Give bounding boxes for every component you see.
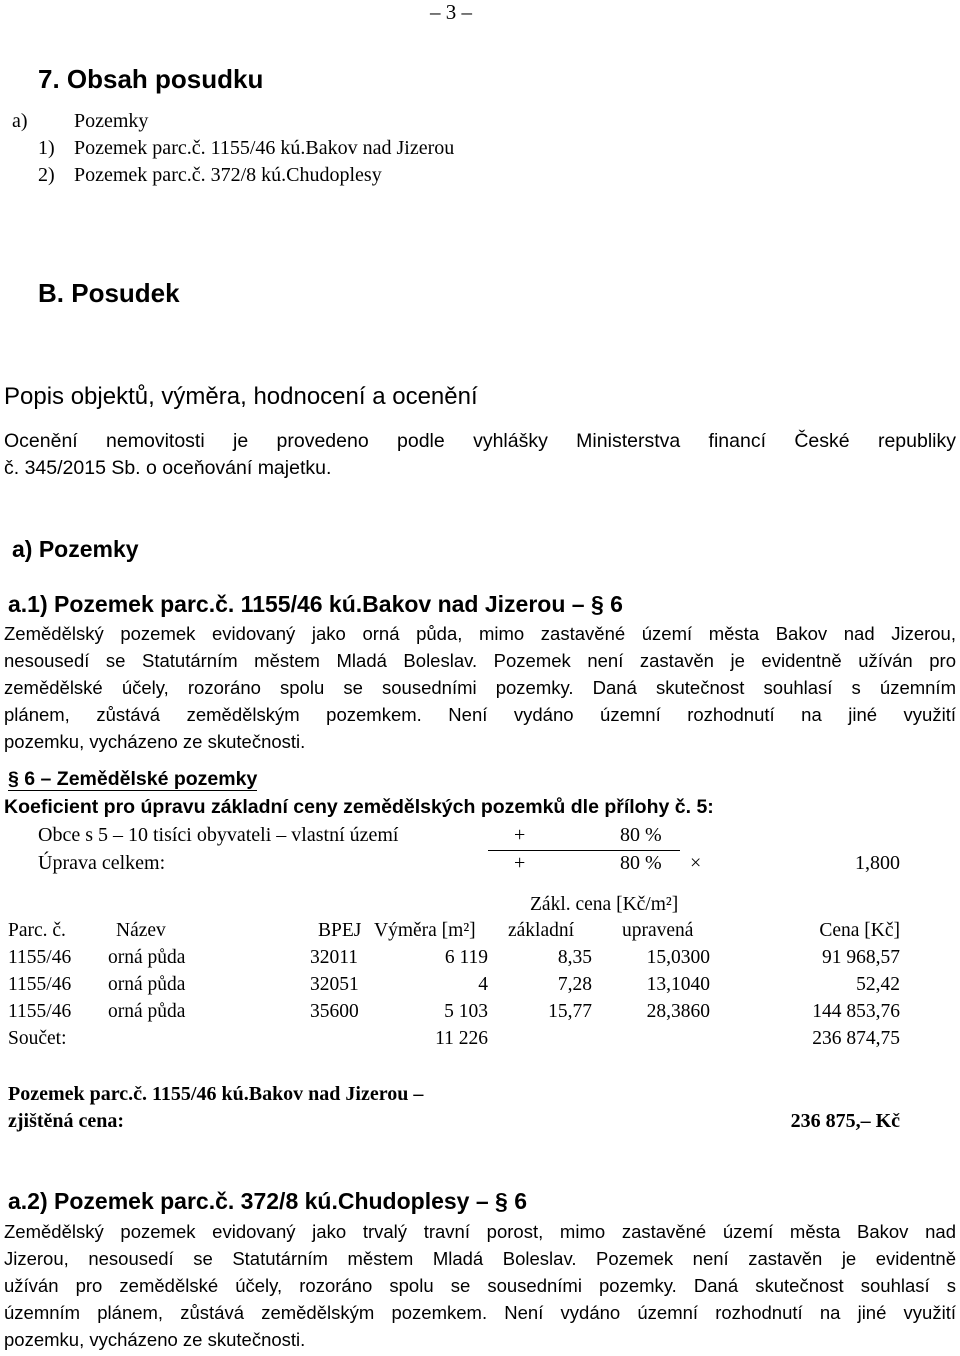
a-heading: a) Pozemky [12,536,139,562]
cell-cena: 52,42 [856,974,900,995]
cell-nazev: orná půda [108,1001,186,1022]
a1-heading: a.1) Pozemek parc.č. 1155/46 kú.Bakov nad Jizerou – § 6 [8,591,623,617]
cell-zakladni: 8,35 [557,947,592,968]
cell-zakladni: 15,77 [548,1001,592,1022]
contents-item2-text: Pozemek parc.č. 372/8 kú.Chudoplesy [74,164,382,186]
a2-line: pozemku, vycházeno ze skutečnosti. [4,1329,306,1350]
popis-title: Popis objektů, výměra, hodnocení a ocenění [4,383,478,410]
cell-cena: 91 968,57 [822,947,900,968]
col-header-upravena: upravená [622,920,694,941]
intro-line: č. 345/2015 Sb. o oceňování majetku. [4,457,332,479]
table-super-header: Zákl. cena [Kč/m²] [530,894,679,915]
col-header-cena: Cena [Kč] [819,920,900,941]
a1-line: nesousedí se Statutárním městem Mladá Boleslav. Pozemek není zastavěn je evidentně užíván pro [4,650,956,671]
intro-paragraph [4,428,956,482]
uprava-result: 1,800 [855,852,900,874]
contents-a-text: Pozemky [74,110,149,132]
cell-cena: 144 853,76 [812,1001,900,1022]
a1-line: pozemku, vycházeno ze skutečnosti. [4,731,306,752]
intro-line: Ocenění nemovitosti je provedeno podle vyhlášky Ministerstva financí České republiky [4,430,956,452]
table-total-area: 11 226 [435,1028,488,1049]
a2-line: územním plánem, zůstává zemědělským pozemkem. Není vydáno územní rozhodnutí na jiné využití [4,1302,956,1323]
koef-row-sign: + [514,824,526,846]
multiply-sign: × [690,852,702,874]
col-header-vymera: Výměra [m²] [374,920,476,941]
contents-a-label: a) [12,110,28,132]
summary-line2: zjištěná cena: [8,1110,125,1132]
cell-parc: 1155/46 [8,974,72,995]
a2-heading: a.2) Pozemek parc.č. 372/8 kú.Chudoplesy – § 6 [8,1188,528,1214]
koef-heading: Koeficient pro úpravu základní ceny zemědělských pozemků dle přílohy č. 5: [4,796,714,818]
cell-bpej: 32051 [310,974,359,995]
uprava-sign: + [514,852,526,874]
a1-line: Zemědělský pozemek evidovaný jako orná půda, mimo zastavěné území města Bakov nad Jizerou, [4,623,956,644]
b-section-title: B. Posudek [38,278,180,308]
cell-vymera: 4 [478,974,488,995]
uprava-value: 80 % [620,852,662,874]
contents-item1-text: Pozemek parc.č. 1155/46 kú.Bakov nad Jizerou [74,137,455,159]
cell-parc: 1155/46 [8,947,72,968]
col-header-parc: Parc. č. [8,920,66,941]
cell-upravena: 13,1040 [646,974,710,995]
col-header-bpej: BPEJ [318,920,362,941]
cell-parc: 1155/46 [8,1001,72,1022]
uprava-label: Úprava celkem: [38,852,166,874]
koef-row-label: Obce s 5 – 10 tisíci obyvateli – vlastní území [38,824,399,846]
page-number: – 3 – [430,0,472,24]
par6-heading-text: § 6 – Zemědělské pozemky [8,768,258,790]
sum-divider [488,850,680,851]
a1-paragraph [4,620,956,755]
cell-upravena: 28,3860 [646,1001,710,1022]
summary-price: 236 875,– Kč [790,1110,900,1132]
table-total-label: Součet: [8,1028,67,1049]
a1-line: plánem, zůstává zemědělským pozemkem. Není vydáno územní rozhodnutí na jiné využití [4,704,956,725]
a2-line: Jizerou, nesousedí se Statutárním městem Mladá Boleslav. Pozemek není zastavěn je evidentně [4,1248,956,1269]
cell-zakladni: 7,28 [557,974,592,995]
cell-upravena: 15,0300 [646,947,710,968]
par6-heading [8,768,257,791]
contents-item1-label: 1) [38,137,55,159]
cell-vymera: 6 119 [444,947,488,968]
cell-nazev: orná půda [108,947,186,968]
summary-line1: Pozemek parc.č. 1155/46 kú.Bakov nad Jizerou – [8,1083,424,1105]
a2-line: Zemědělský pozemek evidovaný jako trvalý travní porost, mimo zastavěné území města Bakov nad [4,1221,956,1242]
a2-line: užíván pro zemědělské účely, rozoráno spolu se sousedními pozemky. Daná skutečnost souhlasí s [4,1275,956,1296]
cell-bpej: 35600 [310,1001,359,1022]
a1-line: zemědělské účely, rozoráno spolu se sousedními pozemky. Daná skutečnost souhlasí s územním [4,677,956,698]
cell-bpej: 32011 [310,947,359,968]
section-title: 7. Obsah posudku [38,64,264,94]
cell-vymera: 5 103 [444,1001,488,1022]
col-header-zakladni: základní [508,920,575,941]
contents-item2-label: 2) [38,164,55,186]
a2-paragraph [4,1218,956,1353]
koef-row-value: 80 % [620,824,662,846]
table-total-price: 236 874,75 [812,1028,900,1049]
cell-nazev: orná půda [108,974,186,995]
col-header-nazev: Název [116,920,166,941]
